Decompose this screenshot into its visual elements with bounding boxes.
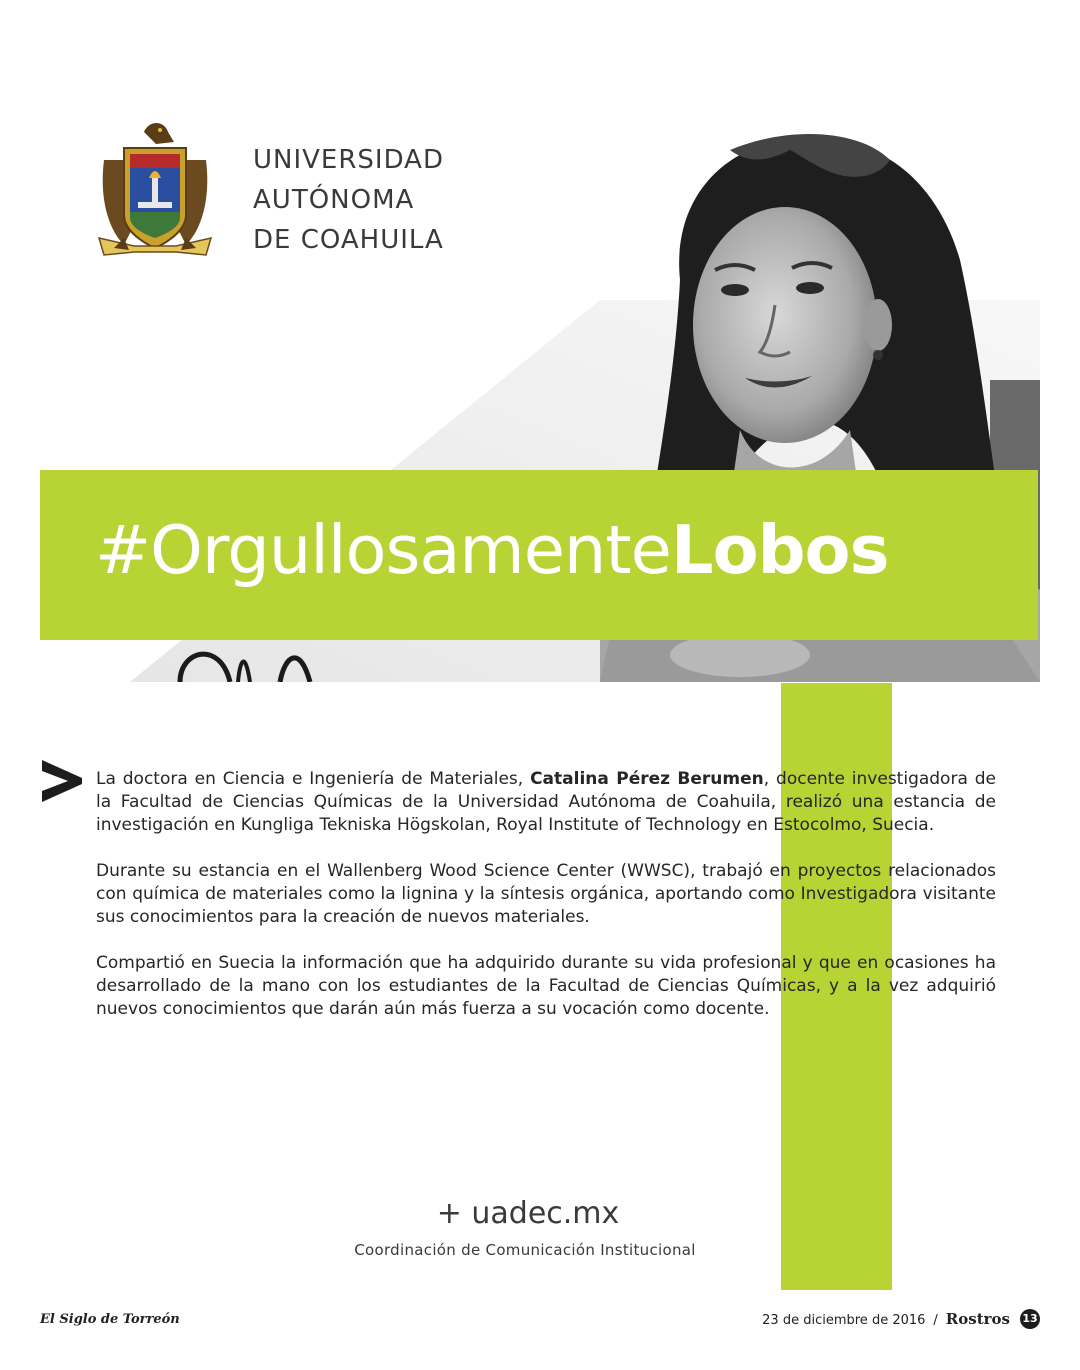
issue-date: 23 de diciembre de 2016 bbox=[762, 1313, 926, 1328]
university-name-line-3: DE COAHUILA bbox=[253, 225, 444, 255]
article-paragraph-3: Compartió en Suecia la información que ha adquirido durante su vida profesional y que en ocasiones ha desarrollado de la mano con los estudiantes de la Facultad de Ciencias Químicas, y a la vez adquirió nuevos conocimientos que darán aún más fuerza a su vocación como docente. bbox=[96, 953, 996, 1019]
page-number-badge: 13 bbox=[1020, 1309, 1040, 1329]
department-credit: Coordinación de Comunicación Institucional bbox=[354, 1241, 696, 1259]
paragraph-1-intro: La doctora en Ciencia e Ingeniería de Materiales, bbox=[96, 769, 531, 789]
university-name-line-1: UNIVERSIDAD bbox=[253, 145, 444, 175]
university-crest-icon bbox=[94, 120, 216, 260]
article-paragraph-2: Durante su estancia en el Wallenberg Wood Science Center (WWSC), trabajó en proyectos relacionados con química de materiales como la lignina y la síntesis orgánica, aportando como Investigadora visitante sus conocimientos para la creación de nuevos materiales. bbox=[96, 861, 996, 927]
paragraph-1-rest: , docente investigadora de la Facultad de Ciencias Químicas de la Universidad Autónoma de Coahuila, realizó una estancia de investigación en Kungliga Tekniska Högskolan, Royal Institute of Technology en Estocolmo, Suecia. bbox=[96, 769, 996, 835]
equipment-silhouette bbox=[160, 640, 320, 682]
article-paragraph-1 bbox=[96, 768, 996, 837]
magazine-name: Rostros bbox=[945, 1310, 1010, 1328]
hashtag-light-text: #Orgullosamente bbox=[95, 511, 671, 589]
website-link[interactable]: + uadec.mx bbox=[436, 1196, 620, 1231]
university-name-line-2: AUTÓNOMA bbox=[253, 185, 415, 215]
hashtag-title bbox=[95, 505, 888, 595]
researcher-name: Catalina Pérez Berumen bbox=[530, 769, 764, 789]
page-footer-info bbox=[762, 1310, 1010, 1328]
article-body bbox=[96, 768, 996, 1021]
footer-separator: / bbox=[933, 1313, 938, 1328]
university-name bbox=[253, 140, 444, 260]
newspaper-name: El Siglo de Torreón bbox=[40, 1312, 180, 1327]
hashtag-bold-text: Lobos bbox=[670, 511, 889, 589]
chevron-right-icon bbox=[40, 760, 84, 802]
